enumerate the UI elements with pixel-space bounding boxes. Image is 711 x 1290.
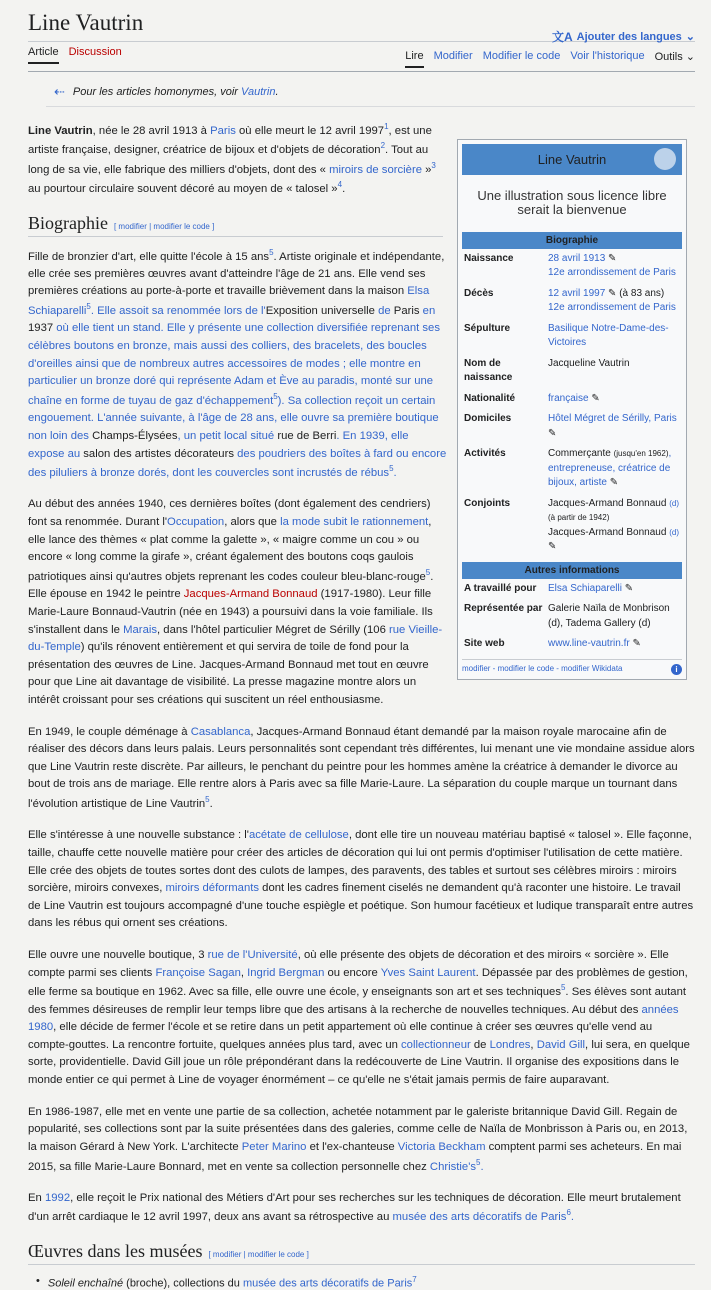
ref-link[interactable]: 5 [476, 1157, 481, 1167]
bullet-icon: • [36, 1274, 40, 1287]
inline-link[interactable]: rue Vieille-du-Temple [28, 623, 443, 654]
inline-link[interactable]: acétate de cellulose [248, 829, 349, 842]
paragraph-text: comptent parmi ses acheteurs. En mai 2015, sa fille Marie-Laure Bonnard, met en vente sa collection personnelle chez [28, 1140, 682, 1173]
list-item [36, 1275, 695, 1290]
pencil-icon[interactable]: ✎ [608, 252, 617, 264]
bio-paragraph-5 [28, 947, 695, 1090]
infobox-row-birthname [462, 354, 682, 389]
represented-value: Galerie Naïla de Monbrison (d), Tadema Gallery (d) [548, 603, 670, 629]
pencil-icon[interactable]: ✎ [591, 392, 600, 404]
paragraph-text: , Jacques-Armand Bonnaud étant demandé par la maison royale marocaine afin de réaliser des décors dans leurs palais. Leurs personnalités sont cependant très différentes, lui menant une vie mondaine assidue alors que Line Vautrin reste discrète. Par ailleurs, le penchant du peintre pour les hommes amène la créatrice à demander le divorce au bout de trois ans de mariage. Elle rentre alors à Paris avec sa fille Marie-Laure. La séparation du couple marque un tournant dans l'évolution artistique de Line Vautrin [28, 725, 695, 810]
infobox-row-homes [462, 409, 682, 444]
museum-link[interactable]: musée des arts décoratifs de Paris [242, 1277, 413, 1290]
pencil-icon[interactable]: ✎ [548, 541, 557, 553]
inline-link[interactable]: ). Sa collection reçoit un certain engouement. L'année suivante, à l'âge de 28 ans, elle ouvre sa première boutique non loin des [28, 394, 439, 442]
inline-link[interactable]: des poudriers des boîtes à fard ou encore des piluliers à bronze dorés, dont les couvercles sont incrustés de rébus [28, 447, 447, 479]
activities-key: Activités [464, 448, 506, 460]
inline-link[interactable]: Peter Marino [241, 1140, 307, 1153]
lead-text: où elle meurt le 12 avril 1997 [235, 124, 385, 137]
inline-link[interactable]: . En 1939, elle expose au [28, 429, 409, 460]
bio-paragraph-3 [28, 724, 695, 814]
tab-edit[interactable]: Modifier [433, 50, 473, 62]
inline-link[interactable]: années 1980 [28, 1003, 679, 1034]
inline-link[interactable]: . [480, 1160, 484, 1173]
inline-link[interactable]: Françoise Sagan [155, 966, 241, 979]
spouse-1: Jacques-Armand Bonnaud [548, 497, 667, 509]
infobox-row-birth [462, 249, 682, 284]
birth-date-link[interactable]: 28 avril 1913 [548, 252, 606, 264]
globe-icon [654, 148, 676, 170]
ref-link[interactable]: 5 [425, 567, 431, 577]
museums-heading-text: Œuvres dans les musées [28, 1240, 203, 1261]
paragraph-text: , dans l'hôtel particulier Mégret de Sérilly (106 [157, 623, 389, 636]
disambiguation-icon: ⇠ [54, 84, 65, 99]
biography-heading-text: Biographie [28, 212, 108, 233]
chevron-down-icon: ⌄ [685, 31, 695, 43]
worked-key: A travaillé pour [464, 582, 537, 594]
inline-link[interactable]: la mode subit le rationnement [280, 516, 429, 529]
museum-item-title: Soleil enchaîné [47, 1277, 124, 1290]
inline-link[interactable]: miroirs déformants [165, 882, 260, 895]
paragraph-text: Exposition universelle [265, 304, 375, 317]
worked-link[interactable]: Elsa Schiaparelli [548, 582, 622, 594]
paragraph-text: Fille de bronzier d'art, elle quitte l'école à 15 ans [28, 250, 270, 263]
inline-link[interactable]: Ingrid Bergman [247, 966, 325, 979]
infobox-title [462, 144, 682, 175]
ref-link[interactable]: 6 [566, 1208, 571, 1218]
infobox-row-represented [462, 599, 682, 634]
inline-link[interactable]: . Elle assoit sa renommée lors de l' [90, 304, 266, 317]
inline-link[interactable]: Casablanca [190, 725, 251, 738]
page-title: Line Vautrin [28, 10, 144, 35]
inline-link[interactable]: Occupation [167, 516, 225, 529]
museum-item-mid: (broche), collections du [123, 1277, 243, 1290]
tab-article[interactable]: Article [28, 46, 59, 64]
pencil-icon[interactable]: ✎ [624, 582, 634, 594]
inline-link[interactable]: musée des arts décoratifs de Paris [392, 1211, 567, 1224]
ref-link[interactable]: 5 [389, 464, 394, 474]
paragraph-text: , alors que [224, 516, 281, 529]
paris-link[interactable]: Paris [210, 124, 236, 137]
tab-read[interactable]: Lire [405, 50, 423, 68]
inline-link[interactable]: Londres [489, 1038, 531, 1051]
hatnote-text [73, 86, 279, 98]
museum-item-text [48, 1275, 417, 1290]
paragraph-text: , où elle présente des objets de décoration et des miroirs « sorcière ». Elle compte parmi ses clients [28, 949, 669, 979]
lead-text: . [342, 182, 346, 195]
burial-link[interactable]: Basilique Notre-Dame-des-Victoires [548, 322, 669, 349]
infobox-section-biography: Biographie [462, 232, 682, 249]
paragraph-text: , elle reçoit le Prix national des Métiers d'Art pour ses recherches sur les techniques de décoration. Elle meurt brutalement d'un arrêt cardiaque le 12 avril 1997, deux ans avant sa rétrospective au [28, 1191, 681, 1224]
paragraph-text: Au début des années 1940, ces dernières boîtes (dont également des cendriers) font sa renommée. Durant l' [28, 498, 431, 529]
paragraph-text: et l'ex-chanteuse [306, 1140, 398, 1153]
paragraph-text: . [209, 797, 213, 810]
ref-link[interactable]: 5 [273, 391, 278, 401]
ref-link[interactable]: 5 [86, 302, 91, 312]
bio-paragraph-4 [28, 827, 695, 933]
infobox-row-death [462, 284, 682, 319]
ref-link[interactable]: 4 [337, 180, 343, 190]
hatnote-suffix: . [275, 86, 279, 98]
wikidata-tag[interactable]: (d) [669, 527, 679, 537]
birth-place-link[interactable]: 12e arrondissement de Paris [548, 267, 676, 279]
inline-link[interactable]: . [393, 466, 397, 479]
bio-paragraph-2 [28, 496, 448, 709]
mirrors-link[interactable]: miroirs de sorcière [329, 163, 422, 176]
represented-key: Représentée par [464, 603, 543, 615]
paragraph-text: salon des artistes décorateurs [83, 447, 234, 460]
paragraph-text: Elle s'intéresse à une nouvelle substance : l' [28, 829, 249, 842]
paragraph-text: . Elle épouse en 1942 le peintre [28, 570, 434, 601]
section-heading-biography [28, 213, 443, 237]
lead-text: au pourtour circulaire souvent décoré au moyen de « talosel » [28, 182, 338, 195]
lead-paragraph [28, 121, 438, 199]
birthname-value: Jacqueline Vautrin [548, 357, 630, 369]
infobox-row-activities [462, 444, 682, 494]
death-date-link[interactable]: 12 avril 1997 [548, 287, 606, 299]
section-edit-links[interactable]: [ modifier | modifier le code ] [208, 1249, 309, 1259]
wikidata-tag[interactable]: (d) [669, 498, 679, 508]
inline-link[interactable]: collectionneur [401, 1038, 471, 1051]
ref-link[interactable]: 5 [269, 247, 274, 257]
activities-link[interactable]: , entrepreneuse, créatrice de bijoux, artiste [548, 448, 672, 489]
paragraph-text: ) qu'ils rénovent entièrement et qui servira de toile de fond pour la présentation des œuvres de Line. Jacques-Armand Bonnaud met tout en œuvre pour que Line ait davantage de visibilité. La presse magazine montre alors un intérêt croissant pour ses créations qui suscitent un réel enthousiasme. [28, 641, 429, 706]
inline-link[interactable]: Jacques-Armand Bonnaud [183, 588, 318, 601]
pencil-icon[interactable]: ✎ [609, 477, 619, 489]
infobox-row-website [462, 634, 682, 655]
pencil-icon[interactable]: ✎ [608, 287, 617, 299]
paragraph-text: , lui sera, en quelque sorte, providentielle. David Gill joue un rôle prépondérant dans la redécouverte de Line Vautrin. Il organise des expositions dans le monde entier ce qui permet à Line de voyager énormément – ce qu'elle ne s'était jamais permis de faire auparavant. [28, 1038, 690, 1087]
infobox-footer [462, 659, 682, 675]
paragraph-text: rue de Berri [277, 429, 337, 442]
homes-link[interactable]: Hôtel Mégret de Sérilly, Paris [548, 413, 677, 425]
infobox-title-text: Line Vautrin [537, 152, 607, 167]
paragraph-text: . Artiste originale et indépendante, elle crée ses premières œuvres avant d'atteindre l'âge de 21 ans. Elle vend ses premières créations au porte-à-porte et travaille brièvement dans la maison [28, 250, 445, 298]
bio-paragraph-7 [28, 1190, 695, 1227]
paragraph-text: Paris [393, 304, 420, 317]
inline-link[interactable]: en [419, 304, 436, 317]
paragraph-text: dont les cadres finement ciselés ne demandent qu'à raconter une histoire. Le travail de Line Vautrin est toujours accompagné d'une touche espiègle et poétique. Son humour facétieux et ludique transparaît entre autres dans les rébus qui ornent ses créations. [28, 882, 694, 930]
paragraph-text: . Dépassée par des problèmes de gestion, elle ferme sa boutique en 1962. Avec sa fille, elle ouvre une école, y enseignants son art et ses techniques [28, 966, 688, 999]
birth-key: Naissance [464, 252, 514, 264]
burial-key: Sépulture [464, 322, 511, 334]
lead-text: , née le 28 avril 1913 à [92, 124, 211, 137]
homes-key: Domiciles [464, 413, 512, 425]
ref-link[interactable]: 3 [431, 160, 436, 170]
article-content [28, 121, 695, 1290]
paragraph-text: , [240, 966, 248, 979]
hatnote-link[interactable]: Vautrin [241, 86, 276, 98]
inline-link[interactable]: 1992 [44, 1191, 71, 1204]
ref-link[interactable]: 1 [384, 122, 389, 131]
tab-edit-code[interactable]: Modifier le code [482, 50, 561, 62]
bio-paragraph-6 [28, 1104, 695, 1176]
infobox-footer-links[interactable]: modifier - modifier le code - modifier Wikidata [462, 663, 623, 673]
hatnote [46, 78, 695, 107]
paragraph-text: , elle lance des thèmes « plat comme la galette », « maigre comme un cou » ou encore « long comme la girafe », créant également des boutons coqs gaulois patriotiques ainsi qu'autres objets reprenant les codes couleur bleu-blanc-rouge [28, 516, 432, 583]
infobox-image-note: Une illustration sous licence libre serait la bienvenue [477, 188, 667, 218]
page-tabs [28, 42, 695, 72]
info-icon[interactable]: i [671, 664, 682, 675]
inline-link[interactable]: Yves Saint Laurent [380, 966, 476, 979]
activities-since: (jusqu'en 1962) [613, 449, 669, 459]
death-place-link[interactable]: 12e arrondissement de Paris [548, 302, 676, 314]
infobox-row-spouses [462, 494, 682, 558]
website-key: Site web [464, 638, 505, 650]
inline-link[interactable]: Victoria Beckham [397, 1140, 486, 1153]
paragraph-text: , dont elle tire un nouveau matériau baptisé « talosel ». Elle façonne, taille, chauffe cette nouvelle matière pour créer des articles de décoration qui lui ont permis d'optimiser l'utilisation de cette matière. Elle crée des objets de toutes sortes dont des culots de lampes, des paravents, des tables et surtout ses célèbres miroirs : miroirs sorcière, miroirs convexes, [28, 829, 692, 895]
ref-link[interactable]: 2 [380, 141, 386, 151]
activity-merchant: Commerçante [548, 448, 611, 460]
section-heading-museums [28, 1241, 695, 1265]
lead-text: , est une artiste française, designer, créatrice de bijoux et d'objets de décoration [28, 124, 432, 157]
inline-link[interactable]: David Gill [536, 1038, 586, 1051]
death-key: Décès [464, 287, 494, 299]
infobox-row-worked [462, 579, 682, 600]
tools-label: Outils [654, 51, 683, 63]
hatnote-prefix: Pour les articles homonymes, voir [72, 86, 242, 98]
page-header [28, 0, 695, 42]
infobox-row-burial [462, 319, 682, 354]
ref-link[interactable]: 7 [412, 1274, 417, 1284]
paragraph-text: En 1986-1987, elle met en vente une partie de sa collection, achetée notamment par le galeriste britannique David Gill. Regain de popularité, ses collections sont par la suite présentées dans des galeries, comme celle de Naïla de Monbrisson à Paris ou, en 2013, la maison Gérard à New York. L'architecte [28, 1105, 688, 1153]
paragraph-text: Elle ouvre une nouvelle boutique, 3 [28, 949, 208, 962]
paragraph-text: En [28, 1191, 45, 1204]
inline-link[interactable]: rue de l'Université [207, 949, 298, 962]
lead-text: » [422, 163, 432, 176]
paragraph-text: ou encore [324, 966, 381, 979]
section-edit-links[interactable]: [ modifier | modifier le code ] [113, 221, 215, 231]
add-languages-label: Ajouter des langues [576, 30, 682, 43]
paragraph-text: de [470, 1038, 490, 1051]
spouse-2: Jacques-Armand Bonnaud [548, 526, 667, 538]
paragraph-text: En 1949, le couple déménage à [28, 725, 191, 738]
inline-link[interactable]: . [570, 1211, 575, 1224]
infobox-section-other: Autres informations [462, 562, 682, 579]
death-age: (à 83 ans) [619, 287, 665, 299]
paragraph-text: (1917-1980). Leur fille Marie-Laure Bonnaud-Vautrin (née en 1943) a poursuivi dans la voie familiale. Ils s'installent dans le [28, 588, 433, 636]
paragraph-text: . Ses élèves sont autant des femmes désireuses de remplir leur temps libre que des artisans à la recherche de nouvelles techniques. Au début des [28, 986, 686, 1016]
tab-discussion[interactable]: Discussion [68, 46, 122, 58]
nationality-link[interactable]: française [548, 392, 589, 404]
paragraph-text: , elle décide de fermer l'école et se retire dans un petit appartement où elle continue à créer ses œuvres qu'elle vend au compte-gouttes. La rencontre fortuite, quelques années plus tard, avec un [28, 1021, 653, 1051]
paragraph-text: 1937 [28, 322, 54, 335]
paragraph-text: Champs-Élysées [92, 429, 178, 442]
nationality-key: Nationalité [464, 392, 516, 404]
ref-link[interactable]: 5 [205, 795, 210, 804]
tab-history[interactable]: Voir l'historique [570, 50, 645, 62]
infobox-row-nationality [462, 389, 682, 410]
lead-name: Line Vautrin [28, 124, 93, 137]
spouse-1-from: (à partir de 1942) [548, 513, 610, 523]
tools-menu[interactable]: Outils ⌄ [654, 51, 695, 63]
inline-link[interactable]: Marais [123, 623, 158, 636]
inline-link[interactable]: , un petit local situé [177, 429, 278, 442]
translate-icon: 文A [551, 30, 573, 44]
bio-paragraph-1 [28, 247, 448, 483]
inline-link[interactable]: Elsa Schiaparelli [28, 285, 430, 317]
lead-text: . Tout au long de sa vie, elle fabrique des milliers d'objets, dont des « [28, 144, 429, 176]
ref-link[interactable]: 5 [560, 983, 566, 993]
inline-link[interactable]: Christie's [429, 1160, 477, 1173]
pencil-icon[interactable]: ✎ [632, 638, 641, 650]
website-link[interactable]: www.line-vautrin.fr [548, 638, 630, 650]
inline-link[interactable]: de [374, 304, 394, 317]
spouses-key: Conjoints [464, 497, 511, 509]
paragraph-text: , [530, 1038, 537, 1051]
inline-link[interactable]: où elle tient un stand. Elle y présente une collection diversifiée reprenant ses célèbres boutons en bronze, mais aussi des colliers, des bracelets, des boucles d'oreilles ainsi que de nombreux autres accessoires de modes ; elle montre en particulier un bronze doré qui représente Adam et Ève au paradis, monté sur une chaîne en forme de tuyau de gaz d'échappement [28, 322, 440, 407]
infobox [457, 139, 687, 680]
birthname-key: Nom de naissance [464, 357, 513, 384]
pencil-icon[interactable]: ✎ [548, 427, 557, 439]
